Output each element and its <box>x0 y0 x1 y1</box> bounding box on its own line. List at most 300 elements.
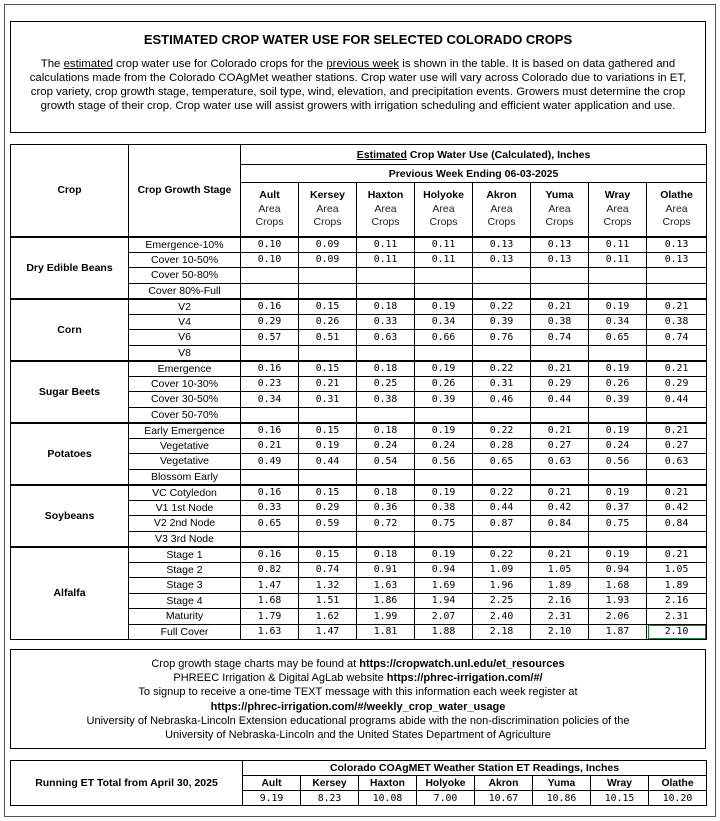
value-cell <box>473 345 531 361</box>
value-cell: 0.23 <box>241 376 299 392</box>
growth-stage-cell: Stage 2 <box>129 562 241 578</box>
et-station-yuma: Yuma <box>533 776 591 791</box>
area-label: Area <box>432 202 455 215</box>
value-cell: 2.31 <box>647 609 707 625</box>
station-header-yuma <box>531 183 589 237</box>
value-cell <box>299 469 357 485</box>
value-cell: 0.19 <box>589 299 647 315</box>
value-cell: 0.15 <box>299 299 357 315</box>
value-cell: 0.54 <box>357 454 415 470</box>
value-cell: 0.22 <box>473 361 531 377</box>
value-cell: 1.68 <box>589 578 647 594</box>
header-box <box>10 21 706 133</box>
value-cell: 0.56 <box>415 454 473 470</box>
growth-stage-cell: V3 3rd Node <box>129 531 241 547</box>
value-cell: 0.24 <box>415 438 473 454</box>
value-cell <box>589 531 647 547</box>
value-cell: 0.27 <box>531 438 589 454</box>
et-value-cell: 9.19 <box>243 791 301 806</box>
growth-stage-cell: Early Emergence <box>129 423 241 439</box>
area-label: Area <box>490 202 513 215</box>
value-cell: 0.33 <box>241 500 299 516</box>
growth-stage-cell: Vegetative <box>129 454 241 470</box>
page-title <box>11 32 705 47</box>
value-cell <box>647 531 707 547</box>
value-cell: 0.34 <box>589 314 647 330</box>
value-cell: 0.63 <box>531 454 589 470</box>
growth-stage-cell: V6 <box>129 330 241 346</box>
value-cell <box>473 268 531 284</box>
footer-line-5: University of Nebraska-Lincoln Extension educational programs abide with the non-discrimination policies of the <box>86 714 630 727</box>
value-cell: 2.25 <box>473 593 531 609</box>
value-cell: 0.24 <box>589 438 647 454</box>
value-cell: 1.32 <box>299 578 357 594</box>
et-value-cell: 10.15 <box>591 791 649 806</box>
value-cell <box>241 268 299 284</box>
value-cell <box>647 407 707 423</box>
area-label: Area <box>258 202 281 215</box>
value-cell: 0.21 <box>647 547 707 563</box>
value-cell <box>647 268 707 284</box>
area-label: Area <box>374 202 397 215</box>
crops-label: Crops <box>603 216 632 228</box>
value-cell: 1.99 <box>357 609 415 625</box>
value-cell: 0.38 <box>647 314 707 330</box>
value-cell: 0.94 <box>415 562 473 578</box>
value-cell <box>357 469 415 485</box>
value-cell: 0.15 <box>299 423 357 439</box>
value-cell <box>531 345 589 361</box>
value-cell: 1.69 <box>415 578 473 594</box>
value-cell: 0.13 <box>647 252 707 268</box>
value-cell: 1.94 <box>415 593 473 609</box>
station-header-wray <box>589 183 647 237</box>
area-label: Area <box>316 202 339 215</box>
value-cell: 0.21 <box>531 547 589 563</box>
value-cell: 0.19 <box>589 423 647 439</box>
value-cell <box>531 469 589 485</box>
value-cell: 0.59 <box>299 516 357 532</box>
et-header: Colorado COAgMET Weather Station ET Readings, Inches <box>243 761 707 776</box>
value-cell: 0.63 <box>357 330 415 346</box>
value-cell: 0.18 <box>357 485 415 501</box>
value-cell <box>299 531 357 547</box>
growth-stage-cell: V2 <box>129 299 241 315</box>
growth-stage-cell: Full Cover <box>129 624 241 640</box>
et-value-cell: 10.20 <box>649 791 707 806</box>
value-cell: 0.19 <box>589 485 647 501</box>
growth-stage-cell: Cover 50-70% <box>129 407 241 423</box>
value-cell: 0.16 <box>241 299 299 315</box>
value-cell <box>241 469 299 485</box>
et-station-haxton: Haxton <box>359 776 417 791</box>
growth-stage-cell: Cover 80%-Full <box>129 283 241 299</box>
value-cell: 1.05 <box>647 562 707 578</box>
crop-name-cell: Dry Edible Beans <box>11 237 129 299</box>
crops-label: Crops <box>429 216 458 228</box>
value-cell: 0.11 <box>415 237 473 253</box>
value-cell: 1.63 <box>241 624 299 640</box>
value-cell: 0.19 <box>589 361 647 377</box>
value-cell: 0.74 <box>647 330 707 346</box>
value-cell: 0.19 <box>415 423 473 439</box>
value-cell: 0.19 <box>415 547 473 563</box>
value-cell <box>357 345 415 361</box>
growth-stage-cell: Cover 10-30% <box>129 376 241 392</box>
value-cell: 1.88 <box>415 624 473 640</box>
station-header-holyoke <box>415 183 473 237</box>
footer-line-1: Crop growth stage charts may be found at https://cropwatch.unl.edu/et_resources <box>151 658 565 670</box>
crops-label: Crops <box>662 216 691 228</box>
value-cell: 0.21 <box>647 361 707 377</box>
value-cell: 1.87 <box>589 624 647 640</box>
value-cell <box>415 345 473 361</box>
value-cell: 0.21 <box>647 485 707 501</box>
value-cell <box>647 469 707 485</box>
value-cell <box>415 531 473 547</box>
value-cell <box>357 407 415 423</box>
value-cell: 0.26 <box>299 314 357 330</box>
value-cell: 0.28 <box>473 438 531 454</box>
value-cell <box>589 268 647 284</box>
crops-label: Crops <box>371 216 400 228</box>
value-cell: 2.07 <box>415 609 473 625</box>
value-cell: 0.13 <box>531 252 589 268</box>
value-cell: 0.38 <box>357 392 415 408</box>
value-cell: 0.56 <box>589 454 647 470</box>
value-cell: 0.21 <box>299 376 357 392</box>
table-row <box>11 485 707 501</box>
value-cell <box>241 531 299 547</box>
value-cell <box>531 283 589 299</box>
growth-stage-cell: Stage 1 <box>129 547 241 563</box>
value-cell: 0.75 <box>415 516 473 532</box>
et-value-cell: 10.86 <box>533 791 591 806</box>
et-station-ault: Ault <box>243 776 301 791</box>
value-cell: 0.29 <box>647 376 707 392</box>
value-cell: 0.19 <box>415 299 473 315</box>
value-cell: 0.44 <box>647 392 707 408</box>
value-cell <box>589 345 647 361</box>
value-cell: 0.29 <box>299 500 357 516</box>
value-cell: 0.38 <box>531 314 589 330</box>
value-cell: 0.22 <box>473 485 531 501</box>
value-cell: 1.68 <box>241 593 299 609</box>
value-cell: 0.18 <box>357 423 415 439</box>
value-cell: 0.16 <box>241 423 299 439</box>
et-station-akron: Akron <box>475 776 533 791</box>
station-name: Ault <box>259 189 280 201</box>
value-cell: 0.13 <box>647 237 707 253</box>
value-cell: 0.19 <box>415 485 473 501</box>
running-et-label: Running ET Total from April 30, 2025 <box>11 761 243 806</box>
value-cell: 2.40 <box>473 609 531 625</box>
value-cell: 0.65 <box>473 454 531 470</box>
footer-box <box>10 649 706 749</box>
footer-line-4 <box>11 700 705 714</box>
et-value-cell: 10.67 <box>475 791 533 806</box>
value-cell: 0.19 <box>589 547 647 563</box>
value-cell <box>589 407 647 423</box>
value-cell: 0.18 <box>357 547 415 563</box>
value-cell: 0.10 <box>241 252 299 268</box>
value-cell: 2.16 <box>647 593 707 609</box>
group-header: Estimated Crop Water Use (Calculated), Inches <box>241 145 707 165</box>
station-header-ault <box>241 183 299 237</box>
et-station-kersey: Kersey <box>301 776 359 791</box>
table-row <box>11 361 707 377</box>
value-cell: 1.79 <box>241 609 299 625</box>
value-cell: 2.10 <box>647 624 707 640</box>
value-cell: 0.74 <box>531 330 589 346</box>
value-cell: 0.21 <box>531 485 589 501</box>
value-cell: 0.34 <box>241 392 299 408</box>
crops-label: Crops <box>487 216 516 228</box>
value-cell <box>357 531 415 547</box>
value-cell: 0.42 <box>531 500 589 516</box>
area-label: Area <box>606 202 629 215</box>
value-cell: 0.57 <box>241 330 299 346</box>
growth-stage-cell: Cover 10-50% <box>129 252 241 268</box>
value-cell: 0.74 <box>299 562 357 578</box>
title-text: ESTIMATED CROP WATER USE FOR SELECTED COLORADO CROPS <box>143 32 573 47</box>
value-cell: 1.89 <box>531 578 589 594</box>
value-cell: 0.37 <box>589 500 647 516</box>
value-cell: 0.09 <box>299 252 357 268</box>
value-cell: 0.16 <box>241 485 299 501</box>
value-cell: 0.72 <box>357 516 415 532</box>
footer-line-3: To signup to receive a one-time TEXT message with this information each week register at <box>138 686 578 699</box>
value-cell: 0.18 <box>357 299 415 315</box>
value-cell: 0.11 <box>415 252 473 268</box>
value-cell <box>357 268 415 284</box>
value-cell <box>473 531 531 547</box>
value-cell: 1.63 <box>357 578 415 594</box>
value-cell <box>299 283 357 299</box>
value-cell: 0.44 <box>531 392 589 408</box>
value-cell: 0.22 <box>473 299 531 315</box>
growth-stage-cell: V4 <box>129 314 241 330</box>
area-label: Area <box>548 202 571 215</box>
value-cell: 0.44 <box>299 454 357 470</box>
value-cell <box>241 345 299 361</box>
station-name: Kersey <box>309 189 346 201</box>
station-name: Holyoke <box>423 189 464 201</box>
table-row <box>11 237 707 253</box>
value-cell: 0.19 <box>415 361 473 377</box>
value-cell <box>531 531 589 547</box>
value-cell <box>647 283 707 299</box>
crop-name-cell: Soybeans <box>11 485 129 547</box>
value-cell <box>647 345 707 361</box>
value-cell: 0.21 <box>647 423 707 439</box>
value-cell <box>473 469 531 485</box>
value-cell: 0.46 <box>473 392 531 408</box>
value-cell: 0.39 <box>415 392 473 408</box>
value-cell: 0.82 <box>241 562 299 578</box>
growth-stage-cell: V1 1st Node <box>129 500 241 516</box>
value-cell: 0.75 <box>589 516 647 532</box>
value-cell <box>473 283 531 299</box>
growth-stage-cell: Emergence-10% <box>129 237 241 253</box>
value-cell: 0.26 <box>415 376 473 392</box>
value-cell: 0.39 <box>473 314 531 330</box>
value-cell: 1.81 <box>357 624 415 640</box>
value-cell <box>241 407 299 423</box>
value-cell: 0.76 <box>473 330 531 346</box>
value-cell: 0.36 <box>357 500 415 516</box>
value-cell: 0.11 <box>589 252 647 268</box>
phrec-link[interactable]: https://phrec-irrigation.com/#/ <box>386 672 543 685</box>
intro-text-3: is shown in the table. It is based on data gathered and calculations made from the Colorado COAgMet weather stations. Crop water use will vary across Colorado due to variations in ET, crop variety, crop growth stage, temperature, soil type, wind, elevation, and precipitation events. Growers must determine the crop growth stage of their crop. Crop water use will assist growers with irrigation scheduling and efficient water application and use. <box>29 58 687 112</box>
intro-previous-week: previous week <box>326 58 400 70</box>
value-cell <box>589 469 647 485</box>
value-cell: 0.16 <box>241 547 299 563</box>
value-cell: 0.33 <box>357 314 415 330</box>
value-cell: 0.22 <box>473 423 531 439</box>
growth-stage-cell: Stage 3 <box>129 578 241 594</box>
value-cell: 0.25 <box>357 376 415 392</box>
station-name: Haxton <box>367 189 404 201</box>
value-cell: 1.51 <box>299 593 357 609</box>
crops-label: Crops <box>545 216 574 228</box>
value-cell: 0.29 <box>241 314 299 330</box>
crop-name-cell: Corn <box>11 299 129 361</box>
value-cell: 0.15 <box>299 547 357 563</box>
signup-link[interactable]: https://phrec-irrigation.com/#/weekly_crop_water_usage <box>210 700 506 713</box>
stage-column-header: Crop Growth Stage <box>129 145 241 237</box>
value-cell: 0.21 <box>241 438 299 454</box>
value-cell: 0.91 <box>357 562 415 578</box>
station-header-akron <box>473 183 531 237</box>
value-cell <box>589 283 647 299</box>
value-cell <box>531 268 589 284</box>
value-cell: 0.15 <box>299 485 357 501</box>
station-header-kersey <box>299 183 357 237</box>
crop-name-cell: Sugar Beets <box>11 361 129 423</box>
station-header-olathe <box>647 183 707 237</box>
value-cell: 0.34 <box>415 314 473 330</box>
value-cell <box>415 268 473 284</box>
value-cell: 0.21 <box>531 299 589 315</box>
value-cell: 1.05 <box>531 562 589 578</box>
value-cell: 2.31 <box>531 609 589 625</box>
value-cell: 1.96 <box>473 578 531 594</box>
et-station-wray: Wray <box>591 776 649 791</box>
value-cell: 0.11 <box>589 237 647 253</box>
intro-text-2: crop water use for Colorado crops for the <box>112 58 327 70</box>
value-cell: 0.13 <box>531 237 589 253</box>
et-station-holyoke: Holyoke <box>417 776 475 791</box>
et-value-cell: 7.00 <box>417 791 475 806</box>
growth-stage-cell: Vegetative <box>129 438 241 454</box>
table-row <box>11 423 707 439</box>
crops-label: Crops <box>255 216 284 228</box>
value-cell <box>415 407 473 423</box>
value-cell: 0.63 <box>647 454 707 470</box>
value-cell: 0.10 <box>241 237 299 253</box>
value-cell: 0.84 <box>647 516 707 532</box>
value-cell: 0.15 <box>299 361 357 377</box>
value-cell: 2.18 <box>473 624 531 640</box>
station-header-haxton <box>357 183 415 237</box>
crop-water-use-table <box>10 144 707 640</box>
station-name: Olathe <box>660 189 693 201</box>
growth-stage-cell: V2 2nd Node <box>129 516 241 532</box>
value-cell: 0.49 <box>241 454 299 470</box>
value-cell: 0.24 <box>357 438 415 454</box>
crop-column-header: Crop <box>11 145 129 237</box>
value-cell: 0.21 <box>531 423 589 439</box>
value-cell: 0.38 <box>415 500 473 516</box>
value-cell: 0.11 <box>357 252 415 268</box>
value-cell: 0.65 <box>241 516 299 532</box>
value-cell: 0.21 <box>531 361 589 377</box>
growth-stage-cell: V8 <box>129 345 241 361</box>
value-cell: 2.06 <box>589 609 647 625</box>
value-cell: 1.47 <box>299 624 357 640</box>
footer-line-2: PHREEC Irrigation & Digital AgLab website https://phrec-irrigation.com/#/ <box>173 672 543 685</box>
value-cell: 2.10 <box>531 624 589 640</box>
value-cell: 0.39 <box>589 392 647 408</box>
value-cell: 0.65 <box>589 330 647 346</box>
growth-stage-cell: Cover 50-80% <box>129 268 241 284</box>
value-cell: 0.42 <box>647 500 707 516</box>
intro-text-1: The <box>40 58 64 70</box>
value-cell <box>531 407 589 423</box>
value-cell: 0.19 <box>299 438 357 454</box>
area-label: Area <box>665 202 688 215</box>
et-value-cell: 8.23 <box>301 791 359 806</box>
week-label: Previous Week Ending 06-03-2025 <box>241 165 707 183</box>
growth-stage-cell: Emergence <box>129 361 241 377</box>
value-cell: 0.51 <box>299 330 357 346</box>
value-cell: 1.09 <box>473 562 531 578</box>
value-cell <box>241 283 299 299</box>
growth-stage-cell: Cover 30-50% <box>129 392 241 408</box>
table-row <box>11 299 707 315</box>
value-cell <box>357 283 415 299</box>
station-name: Yuma <box>545 189 574 201</box>
crops-label: Crops <box>313 216 342 228</box>
value-cell: 1.47 <box>241 578 299 594</box>
value-cell: 0.16 <box>241 361 299 377</box>
value-cell: 1.89 <box>647 578 707 594</box>
station-name: Akron <box>486 189 517 201</box>
crop-name-cell: Alfalfa <box>11 547 129 640</box>
value-cell: 0.18 <box>357 361 415 377</box>
value-cell <box>415 283 473 299</box>
value-cell: 0.13 <box>473 237 531 253</box>
value-cell: 0.31 <box>299 392 357 408</box>
value-cell: 0.44 <box>473 500 531 516</box>
station-name: Wray <box>604 189 631 201</box>
growth-stage-cell: Stage 4 <box>129 593 241 609</box>
footer-line-6: University of Nebraska-Lincoln and the United States Department of Agriculture <box>165 729 551 742</box>
value-cell <box>415 469 473 485</box>
cropwatch-link[interactable]: https://cropwatch.unl.edu/et_resources <box>359 658 565 670</box>
value-cell: 0.87 <box>473 516 531 532</box>
value-cell: 1.62 <box>299 609 357 625</box>
value-cell: 0.27 <box>647 438 707 454</box>
value-cell <box>473 407 531 423</box>
value-cell: 0.21 <box>647 299 707 315</box>
value-cell: 0.66 <box>415 330 473 346</box>
intro-paragraph <box>11 47 705 113</box>
crop-name-cell: Potatoes <box>11 423 129 485</box>
table-row <box>11 547 707 563</box>
growth-stage-cell: Blossom Early <box>129 469 241 485</box>
